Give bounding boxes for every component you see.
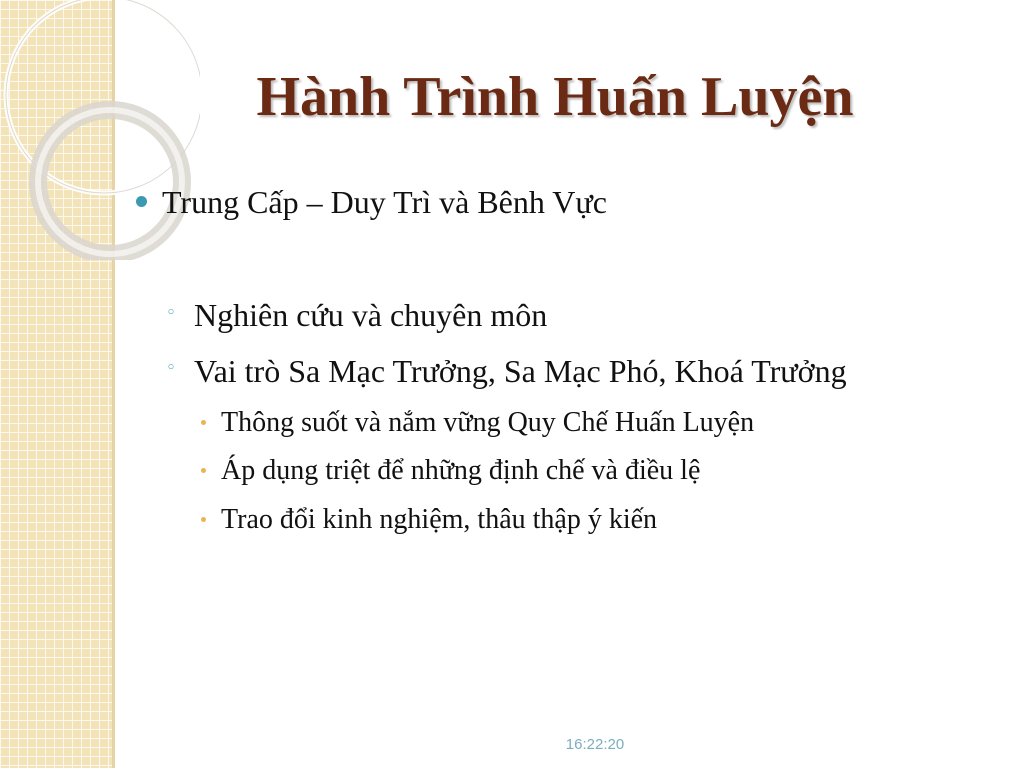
bullet-dot-icon: [136, 196, 147, 207]
bullet-level1: Trung Cấp – Duy Trì và Bênh Vực: [162, 184, 607, 220]
bullet-level2-roles: Vai trò Sa Mạc Trưởng, Sa Mạc Phó, Khoá Trưởng: [194, 353, 847, 389]
footer-timestamp: 16:22:20: [565, 736, 625, 753]
bullet-level3-item: Trao đổi kinh nghiệm, thâu thập ý kiến: [221, 504, 658, 535]
hollow-circle-bullet-icon: ◦: [166, 303, 177, 323]
bullet-level3-item: Thông suốt và nắm vững Quy Chế Huấn Luyện: [221, 407, 755, 438]
hollow-circle-bullet-icon: ◦: [166, 358, 177, 378]
bullet-level3-item: Áp dụng triệt để những định chế và điều lệ: [221, 455, 701, 486]
small-dot-bullet-icon: [201, 517, 206, 522]
slide-title: Hành Trình Huấn Luyện: [256, 66, 854, 128]
small-dot-bullet-icon: [201, 420, 206, 425]
small-dot-bullet-icon: [201, 468, 206, 473]
bullet-level2-research: Nghiên cứu và chuyên môn: [194, 297, 548, 333]
